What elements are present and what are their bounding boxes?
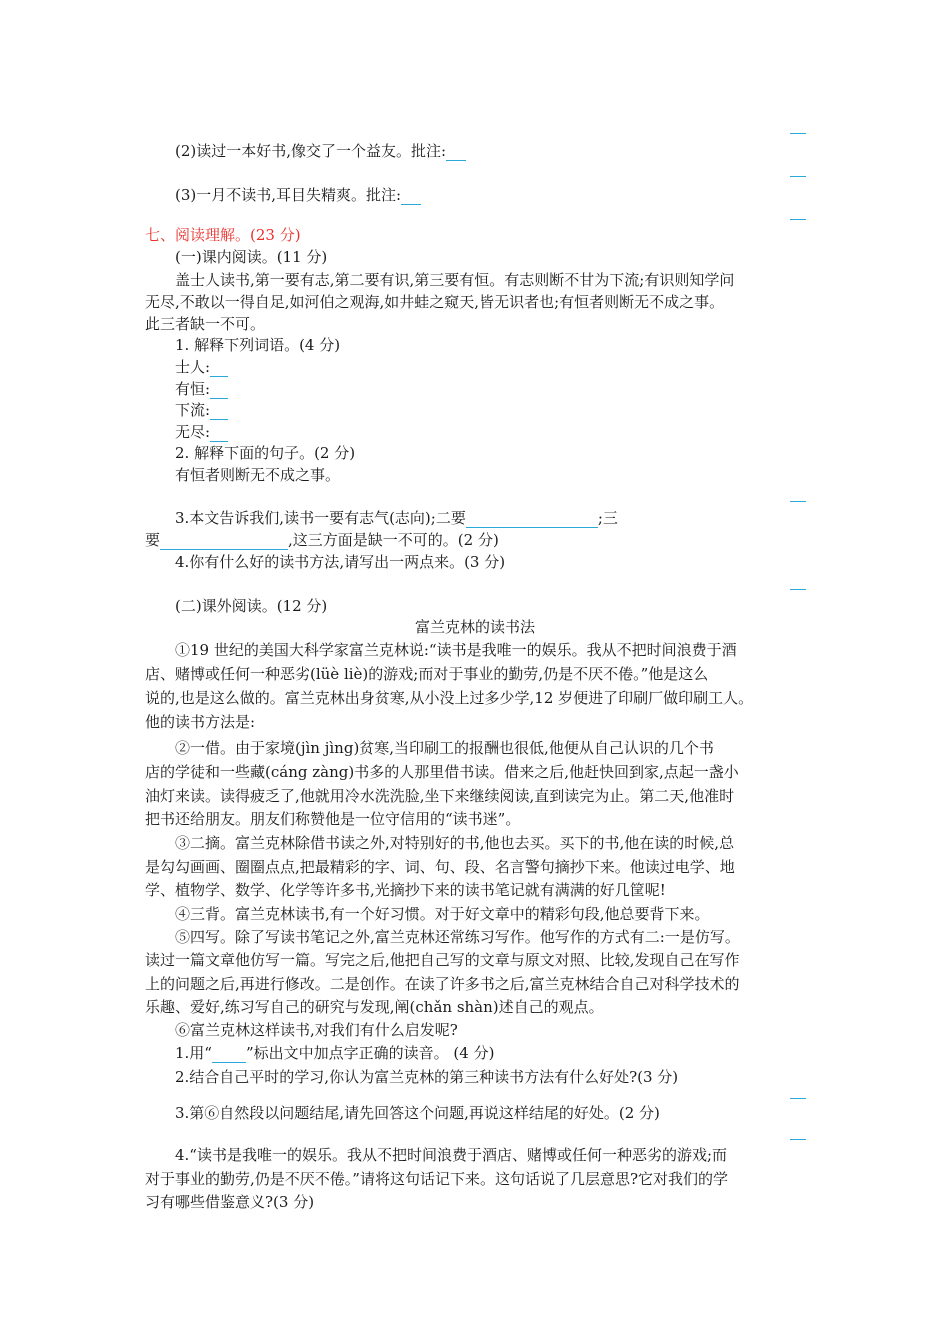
answer-mark	[790, 589, 806, 590]
passage-line: 盖士人读书,第一要有志,第二要有识,第三要有恒。有志则断不甘为下流;有识则知学问	[175, 271, 735, 289]
passage-line: 店、赌博或任何一种恶劣(lüè liè)的游戏;而对于事业的勤劳,仍是不厌不倦。”他是这么	[145, 665, 709, 683]
term-下流: 下流:	[175, 400, 228, 420]
part2-q2: 2.结合自己平时的学习,你认为富兰克林的第三种读书方法有什么好处?(3 分)	[175, 1068, 679, 1086]
answer-blank[interactable]	[210, 382, 228, 399]
passage-line: 是勾勾画画、圈圈点点,把最精彩的字、词、句、段、名言警句摘抄下来。他读过电学、地	[145, 858, 735, 876]
passage-line: 他的读书方法是:	[145, 713, 256, 731]
answer-mark	[790, 133, 806, 134]
passage-line: 无尽,不敢以一得自足,如河伯之观海,如井蛙之窥天,皆无识者也;有恒者则断无不成之事。	[145, 293, 725, 311]
passage-line: 说的,也是这么做的。富兰克林出身贫寒,从小没上过多少学,12 岁便进了印刷厂做印刷工人。	[145, 689, 754, 707]
answer-blank[interactable]	[210, 403, 228, 420]
passage-line: 上的问题之后,再进行修改。二是创作。在读了许多书之后,富兰克林结合自己对科学技术的	[145, 975, 740, 993]
q2-sentence: 有恒者则断无不成之事。	[175, 466, 341, 484]
answer-blank[interactable]	[466, 511, 598, 528]
q2-prompt: 2. 解释下面的句子。(2 分)	[175, 444, 356, 462]
passage-line: 把书还给朋友。朋友们称赞他是一位守信用的“读书迷”。	[145, 810, 521, 828]
answer-blank[interactable]	[446, 144, 466, 161]
passage-line: ②一借。由于家境(jìn jìng)贫寒,当印刷工的报酬也很低,他便从自己认识的几个书	[175, 739, 714, 757]
answer-mark	[790, 501, 806, 502]
passage-line: ⑤四写。除了写读书笔记之外,富兰克林还常练习写作。他写作的方式有二:一是仿写。	[175, 928, 740, 946]
section-heading: 七、阅读理解。(23 分)	[145, 226, 301, 244]
q6-item2: (2)读过一本好书,像交了一个益友。批注:	[175, 141, 466, 161]
passage-line: 店的学徒和一些藏(cáng zàng)书多的人那里借书读。借来之后,他赶快回到家,点起一盏小	[145, 763, 739, 781]
part2-q1: 1.用“ ”标出文中加点字正确的读音。 (4 分)	[175, 1044, 495, 1062]
q1-prompt: 1. 解释下列词语。(4 分)	[175, 336, 341, 354]
part2-heading: (二)课外阅读。(12 分)	[175, 597, 328, 615]
answer-mark	[790, 219, 806, 220]
part1-heading: (一)课内阅读。(11 分)	[175, 248, 328, 266]
part2-q4-line: 4.“读书是我唯一的娱乐。我从不把时间浪费于酒店、赌博或任何一种恶劣的游戏;而	[175, 1146, 728, 1164]
answer-mark	[790, 1139, 806, 1140]
q3-line1: 3.本文告诉我们,读书一要有志气(志向);二要 ;三	[175, 509, 618, 527]
part2-q3: 3.第⑥自然段以问题结尾,请先回答这个问题,再说这样结尾的好处。(2 分)	[175, 1104, 660, 1122]
passage-line: ①19 世纪的美国大科学家富兰克林说:“读书是我唯一的娱乐。我从不把时间浪费于酒	[175, 641, 737, 659]
answer-blank[interactable]	[401, 188, 421, 205]
passage-line: 油灯来读。读得疲乏了,他就用冷水洗洗脸,坐下来继续阅读,直到读完为止。第二天,他准时	[145, 787, 735, 805]
passage-line: 读过一篇文章他仿写一篇。写完之后,他把自己写的文章与原文对照、比较,发现自己在写作	[145, 951, 740, 969]
answer-mark	[790, 1098, 806, 1099]
answer-blank[interactable]	[160, 533, 288, 550]
term-无尽: 无尽:	[175, 422, 228, 442]
passage-line: ④三背。富兰克林读书,有一个好习惯。对于好文章中的精彩句段,他总要背下来。	[175, 905, 710, 923]
article-title: 富兰克林的读书法	[414, 618, 535, 636]
answer-blank[interactable]	[210, 425, 228, 442]
q3-line2: 要 ,这三方面是缺一不可的。(2 分)	[145, 531, 499, 549]
q6-item3: (3)一月不读书,耳目失精爽。批注:	[175, 185, 421, 205]
answer-mark	[790, 176, 806, 177]
passage-line: 学、植物学、数学、化学等许多书,光摘抄下来的读书笔记就有满满的好几筐呢!	[145, 881, 666, 899]
term-士人: 士人:	[175, 357, 228, 377]
part2-q4-line: 对于事业的勤劳,仍是不厌不倦。”请将这句话记下来。这句话说了几层意思?它对我们的学	[145, 1170, 728, 1188]
passage-line: 乐趣、爱好,练习写自己的研究与发现,阐(chǎn shàn)述自己的观点。	[145, 998, 604, 1016]
answer-blank[interactable]	[212, 1046, 246, 1063]
answer-blank[interactable]	[210, 360, 228, 377]
part2-q4-line: 习有哪些借鉴意义?(3 分)	[145, 1193, 315, 1211]
passage-line: 此三者缺一不可。	[145, 315, 266, 333]
term-有恒: 有恒:	[175, 379, 228, 399]
passage-line: ⑥富兰克林这样读书,对我们有什么启发呢?	[175, 1021, 458, 1039]
q4-prompt: 4.你有什么好的读书方法,请写出一两点来。(3 分)	[175, 553, 506, 571]
passage-line: ③二摘。富兰克林除借书读之外,对特别好的书,他也去买。买下的书,他在读的时候,总	[175, 834, 735, 852]
